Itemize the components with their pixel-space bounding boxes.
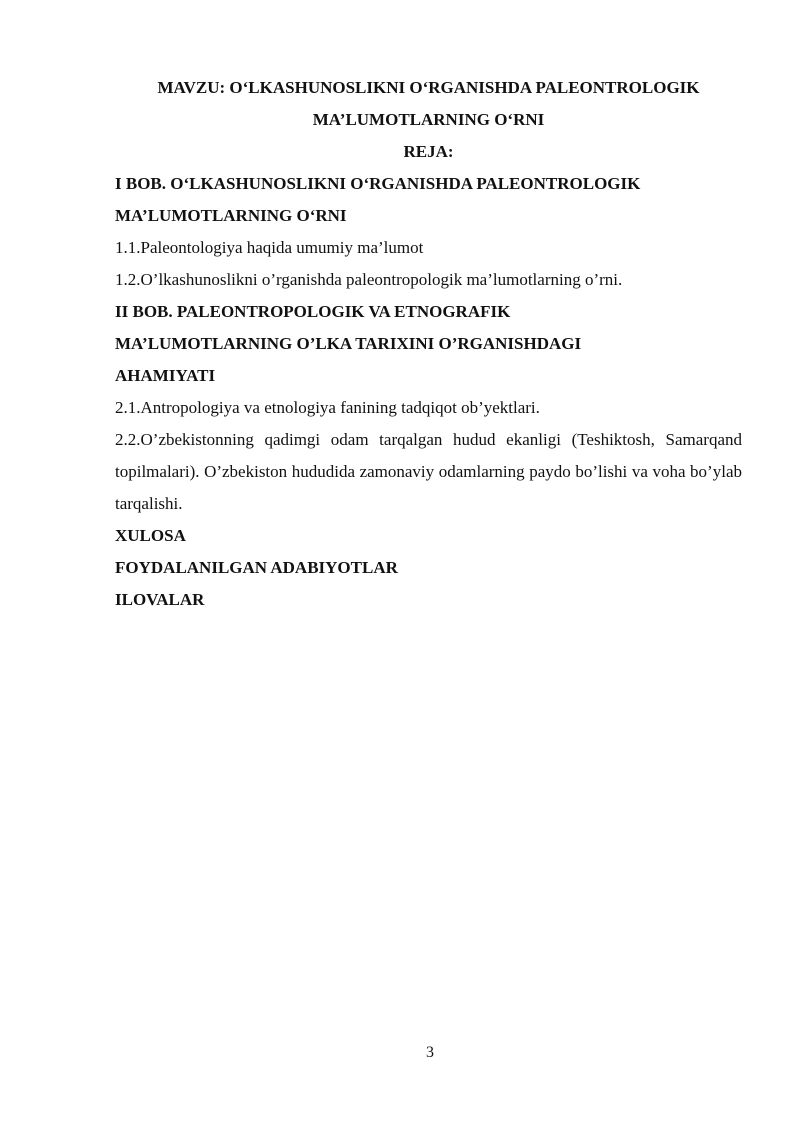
conclusion-heading: XULOSA [115, 526, 186, 545]
section-1-1: 1.1.Paleontologiya haqida umumiy ma’lumot [115, 238, 424, 257]
chapter-2-heading-line-3: AHAMIYATI [115, 366, 216, 385]
references-heading: FOYDALANILGAN ADABIYOTLAR [115, 558, 398, 577]
section-1-2: 1.2.O’lkashunoslikni o’rganishda paleontropologik ma’lumotlarning o’rni. [115, 270, 623, 289]
document-page [115, 72, 742, 616]
section-2-2: 2.2.O’zbekistonning qadimgi odam tarqalgan hudud ekanligi (Teshiktosh, Samarqand topilmalari). O’zbekiston hududida zamonaviy odamlarning paydo bo’lishi va voha bo’ylab tarqalishi. [115, 430, 742, 513]
chapter-2-heading-line-1: II BOB. PALEONTROPOLOGIK VA ETNOGRAFIK [115, 302, 511, 321]
appendices-heading: ILOVALAR [115, 590, 205, 609]
chapter-2-heading-line-2: MA’LUMOTLARNING O’LKA TARIXINI O’RGANISHDAGI [115, 334, 582, 353]
section-2-1: 2.1.Antropologiya va etnologiya fanining tadqiqot ob’yektlari. [115, 398, 540, 417]
chapter-1-heading-line-1: I BOB. O‘LKASHUNOSLIKNI O‘RGANISHDA PALEONTROLOGIK [115, 174, 641, 193]
title-line-1: MAVZU: O‘LKASHUNOSLIKNI O‘RGANISHDA PALEONTROLOGIK [157, 78, 700, 97]
chapter-1-heading-line-2: MA’LUMOTLARNING O‘RNI [115, 206, 347, 225]
title-line-2: MA’LUMOTLARNING O‘RNI [312, 110, 545, 129]
page-number: 3 [426, 1044, 434, 1061]
plan-heading: REJA: [403, 142, 454, 161]
